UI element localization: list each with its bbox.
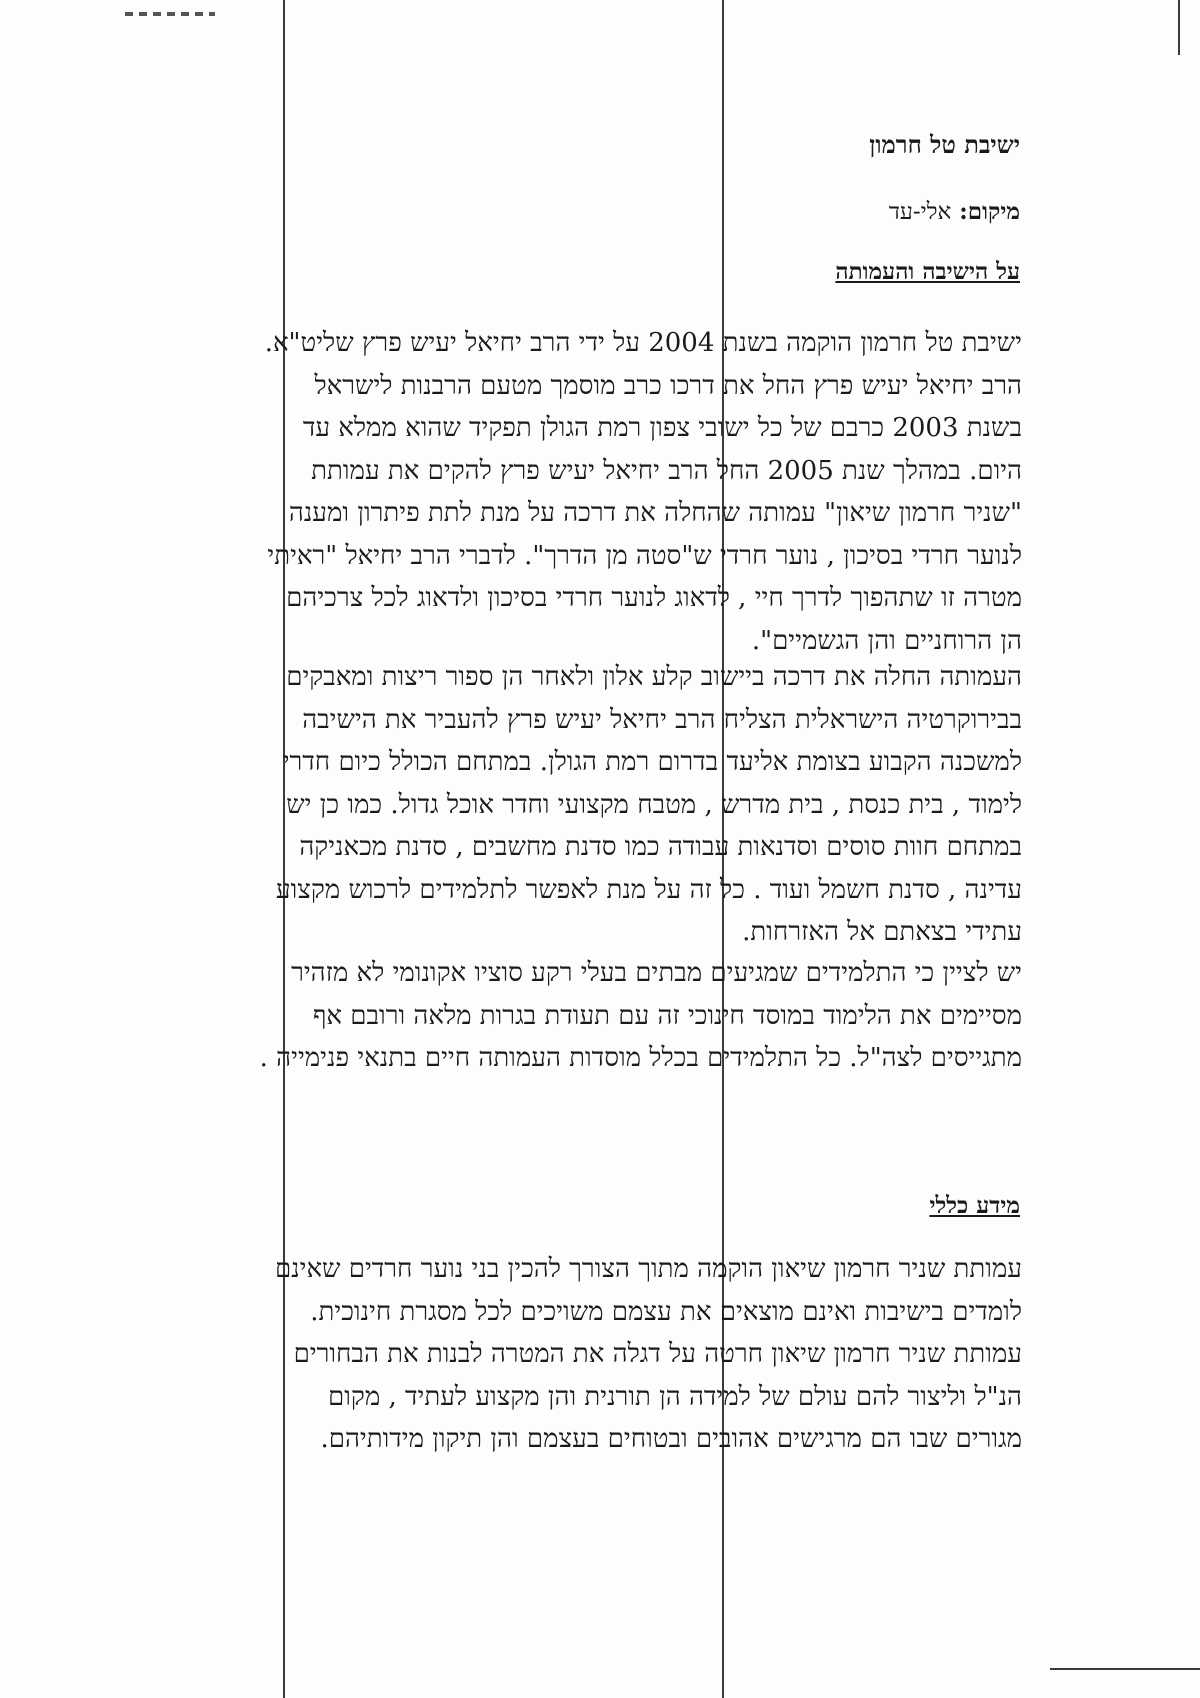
text-line: לומדים בישיבות ואינם מוצאים את עצמם משויכים לכל מסגרת חינוכית. xyxy=(310,1296,1022,1327)
text-line: הרב יחיאל יעיש פרץ החל את דרכו כרב מוסמך מטעם הרבנות לישראל xyxy=(314,370,1022,401)
text-line: ישיבת טל חרמון הוקמה בשנת 2004 על ידי הרב יחיאל יעיש פרץ שליט"א. xyxy=(264,328,1022,358)
document-title: ישיבת טל חרמון xyxy=(869,130,1020,159)
text-line: הנ"ל וליצור להם עולם של למידה הן תורנית והן מקצוע לעתיד , מקום xyxy=(328,1381,1022,1412)
text-line: בבירוקרטיה הישראלית הצליח הרב יחיאל יעיש פרץ להעביר את הישיבה xyxy=(302,704,1022,735)
text-line: לנוער חרדי בסיכון , נוער חרדי ש"סטה מן הדרך". לדברי הרב יחיאל "ראיתי xyxy=(267,540,1022,571)
text-line: עדינה , סדנת חשמל ועוד . כל זה על מנת לאפשר לתלמידים לרכוש מקצוע xyxy=(275,874,1022,905)
text-line: מגורים שבו הם מרגישים אהובים ובטוחים בעצמם והן תיקון מידותיהם. xyxy=(320,1424,1022,1454)
text-line: מסיימים את הלימוד במוסד חינוכי זה עם תעודת בגרות מלאה ורובם אף xyxy=(312,1000,1022,1031)
text-line: עמותת שניר חרמון שיאון הוקמה מתוך הצורך להכין בני נוער חרדים שאינם xyxy=(274,1254,1022,1284)
text-line: במתחם חוות סוסים וסדנאות עבודה כמו סדנת מחשבים , סדנת מכאניקה xyxy=(299,832,1022,862)
paragraph-general-info xyxy=(190,1248,1022,1461)
scan-dash-mark xyxy=(125,12,215,16)
location-label: מיקום: xyxy=(959,198,1020,225)
location-value: אלי-עד xyxy=(888,199,952,225)
text-line: העמותה החלה את דרכה ביישוב קלע אלון ולאחר הן ספור ריצות ומאבקים xyxy=(286,662,1022,692)
scan-edge-bottom-right xyxy=(1050,1668,1200,1670)
paragraph-students xyxy=(190,952,1022,1080)
text-line: לימוד , בית כנסת , בית מדרש , מטבח מקצועי וחדר אוכל גדול. כמו כן יש xyxy=(286,789,1022,820)
paragraph-campus xyxy=(190,656,1022,954)
text-line: עתידי בצאתם אל האזרחות. xyxy=(742,917,1022,947)
scan-edge-top-right xyxy=(1178,0,1180,55)
text-line: עמותת שניר חרמון שיאון חרטה על דגלה את המטרה לבנות את הבחורים xyxy=(293,1339,1022,1369)
text-line: מתגייסים לצה"ל. כל התלמידים בכלל מוסדות העמותה חיים בתנאי פנימייה . xyxy=(259,1043,1022,1073)
text-line: למשכנה הקבוע בצומת אליעד בדרום רמת הגולן. במתחם הכולל כיום חדרי xyxy=(282,747,1022,777)
text-line: היום. במהלך שנת 2005 החל הרב יחיאל יעיש פרץ להקים את עמותת xyxy=(311,455,1022,486)
text-line: יש לציין כי התלמידים שמגיעים מבתים בעלי רקע סוציו אקונומי לא מזהיר xyxy=(291,958,1022,988)
section-heading-general-info: מידע כללי xyxy=(929,1192,1020,1219)
location-line xyxy=(889,198,1020,225)
text-line: בשנת 2003 כרבם של כל ישובי צפון רמת הגולן תפקיד שהוא ממלא עד xyxy=(302,413,1022,443)
paragraph-founding xyxy=(190,322,1022,662)
section-heading-about: על הישיבה והעמותה xyxy=(835,258,1020,285)
text-line: הן הרוחניים והן הגשמיים". xyxy=(751,625,1022,656)
text-line: "שניר חרמון שיאון" עמותה שהחלה את דרכה על מנת לתת פיתרון ומענה xyxy=(288,498,1022,528)
text-line: מטרה זו שתהפוך לדרך חיי , לדאוג לנוער חרדי בסיכון ולדאוג לכל צרכיהם xyxy=(286,583,1022,613)
